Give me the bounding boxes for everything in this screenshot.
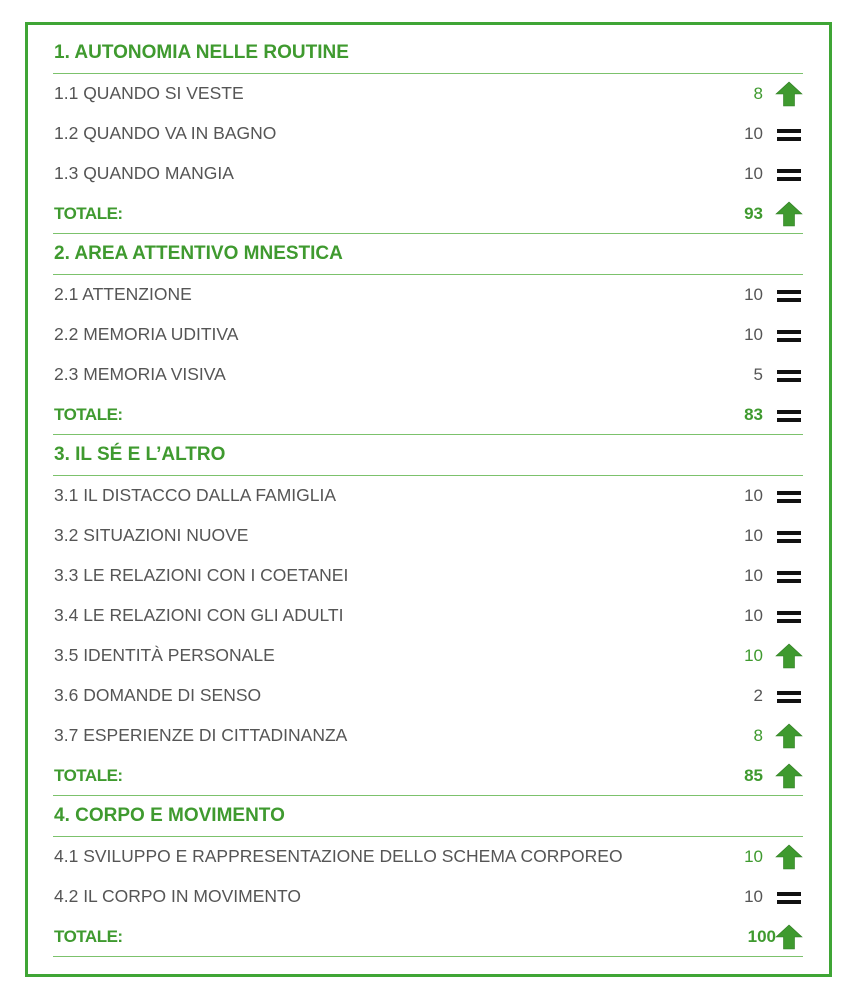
equal-icon xyxy=(775,484,803,508)
item-label: 3.6 DOMANDE DI SENSO xyxy=(54,685,262,705)
section-title: 1. AUTONOMIA NELLE ROUTINE xyxy=(53,33,803,74)
equal-bar xyxy=(777,370,801,374)
equal-bar xyxy=(777,892,801,896)
item-score: 10 xyxy=(744,566,763,585)
equal-bar xyxy=(777,579,801,583)
total-row xyxy=(53,395,803,435)
equal-icon xyxy=(775,564,803,588)
equal-icon xyxy=(775,604,803,628)
item-score: 10 xyxy=(744,285,763,304)
table-row xyxy=(53,476,803,516)
item-score: 8 xyxy=(753,84,763,103)
total-score: 83 xyxy=(744,405,763,424)
equal-bar xyxy=(777,410,801,414)
total-score: 93 xyxy=(744,204,763,223)
equal-icon xyxy=(775,684,803,708)
table-row xyxy=(53,315,803,355)
equal-icon xyxy=(775,363,803,387)
evaluation-content xyxy=(53,33,803,957)
section-2 xyxy=(53,234,803,435)
item-label: 4.1 SVILUPPO E RAPPRESENTAZIONE DELLO SCHEMA CORPOREO xyxy=(54,846,623,866)
equal-bar xyxy=(777,491,801,495)
total-label: TOTALE: xyxy=(54,927,123,946)
table-row xyxy=(53,877,803,917)
table-row xyxy=(53,837,803,877)
table-row xyxy=(53,556,803,596)
item-label: 3.1 IL DISTACCO DALLA FAMIGLIA xyxy=(54,485,337,505)
equal-bar xyxy=(777,137,801,141)
table-row xyxy=(53,275,803,315)
total-row xyxy=(53,917,803,957)
equal-icon xyxy=(775,122,803,146)
equal-bar xyxy=(777,539,801,543)
section-1 xyxy=(53,33,803,234)
total-score: 85 xyxy=(744,766,763,785)
equal-bar xyxy=(777,571,801,575)
arrow-up-icon xyxy=(775,925,803,949)
item-score: 10 xyxy=(744,124,763,143)
table-row xyxy=(53,596,803,636)
equal-bar xyxy=(777,611,801,615)
arrow-up-icon xyxy=(775,764,803,788)
equal-bar xyxy=(777,499,801,503)
item-score: 10 xyxy=(744,606,763,625)
table-row xyxy=(53,355,803,395)
item-label: 2.2 MEMORIA UDITIVA xyxy=(54,324,239,344)
item-score: 10 xyxy=(744,847,763,866)
item-label: 3.4 LE RELAZIONI CON GLI ADULTI xyxy=(54,605,344,625)
item-label: 3.7 ESPERIENZE DI CITTADINANZA xyxy=(54,725,348,745)
arrow-up-icon xyxy=(775,82,803,106)
item-label: 3.5 IDENTITÀ PERSONALE xyxy=(54,645,275,665)
equal-icon xyxy=(775,885,803,909)
table-row xyxy=(53,636,803,676)
item-label: 2.1 ATTENZIONE xyxy=(54,284,192,304)
equal-bar xyxy=(777,338,801,342)
table-row xyxy=(53,516,803,556)
equal-bar xyxy=(777,169,801,173)
total-score: 100 xyxy=(747,927,776,946)
table-row xyxy=(53,114,803,154)
arrow-up-icon xyxy=(775,202,803,226)
equal-bar xyxy=(777,129,801,133)
section-title: 4. CORPO E MOVIMENTO xyxy=(53,796,803,837)
item-score: 8 xyxy=(753,726,763,745)
equal-bar xyxy=(777,699,801,703)
total-label: TOTALE: xyxy=(54,405,123,424)
item-label: 1.1 QUANDO SI VESTE xyxy=(54,83,244,103)
equal-bar xyxy=(777,330,801,334)
table-row xyxy=(53,154,803,194)
equal-bar xyxy=(777,531,801,535)
equal-bar xyxy=(777,298,801,302)
item-score: 10 xyxy=(744,646,763,665)
item-score: 2 xyxy=(753,686,763,705)
item-label: 1.2 QUANDO VA IN BAGNO xyxy=(54,123,277,143)
item-score: 10 xyxy=(744,526,763,545)
arrow-up-icon xyxy=(775,644,803,668)
equal-icon xyxy=(775,283,803,307)
section-title: 3. IL SÉ E L’ALTRO xyxy=(53,435,803,476)
equal-icon xyxy=(775,323,803,347)
section-4 xyxy=(53,796,803,957)
item-score: 10 xyxy=(744,325,763,344)
equal-bar xyxy=(777,691,801,695)
equal-icon xyxy=(775,524,803,548)
table-row xyxy=(53,74,803,114)
equal-bar xyxy=(777,290,801,294)
item-score: 5 xyxy=(753,365,763,384)
item-score: 10 xyxy=(744,887,763,906)
item-label: 4.2 IL CORPO IN MOVIMENTO xyxy=(54,886,301,906)
item-label: 2.3 MEMORIA VISIVA xyxy=(54,364,226,384)
item-label: 3.3 LE RELAZIONI CON I COETANEI xyxy=(54,565,349,585)
section-title: 2. AREA ATTENTIVO MNESTICA xyxy=(53,234,803,275)
table-row xyxy=(53,716,803,756)
equal-bar xyxy=(777,177,801,181)
total-label: TOTALE: xyxy=(54,204,123,223)
item-label: 1.3 QUANDO MANGIA xyxy=(54,163,234,183)
total-label: TOTALE: xyxy=(54,766,123,785)
arrow-up-icon xyxy=(775,724,803,748)
equal-icon xyxy=(775,162,803,186)
equal-bar xyxy=(777,900,801,904)
equal-icon xyxy=(775,403,803,427)
table-row xyxy=(53,676,803,716)
evaluation-panel xyxy=(25,22,832,977)
equal-bar xyxy=(777,619,801,623)
item-score: 10 xyxy=(744,486,763,505)
item-score: 10 xyxy=(744,164,763,183)
total-row xyxy=(53,194,803,234)
section-3 xyxy=(53,435,803,796)
item-label: 3.2 SITUAZIONI NUOVE xyxy=(54,525,249,545)
arrow-up-icon xyxy=(775,845,803,869)
equal-bar xyxy=(777,418,801,422)
equal-bar xyxy=(777,378,801,382)
total-row xyxy=(53,756,803,796)
